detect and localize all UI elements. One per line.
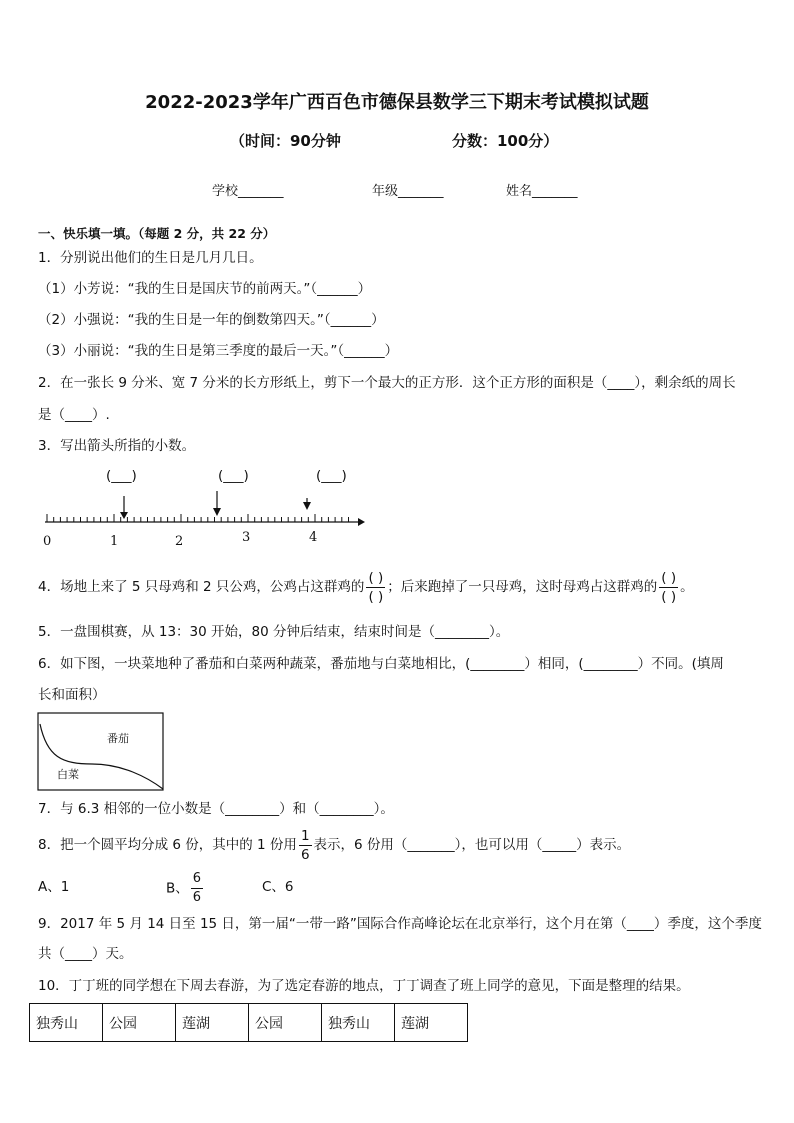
q9-line2: 共（____）天。 <box>38 946 133 962</box>
q4-part2: ；后来跑掉了一只母鸡，这时母鸡占这群鸡的 <box>387 579 658 595</box>
pointer-arrow-3 <box>303 498 311 510</box>
q8-part1: 8．把一个圆平均分成 6 份，其中的 1 份用 <box>38 837 297 853</box>
q3-blank-3: (___) <box>316 468 347 484</box>
tick-label-0: 0 <box>43 534 52 549</box>
label-cabbage: 白菜 <box>57 768 79 781</box>
q1-stem: 1．分别说出他们的生日是几月几日。 <box>38 250 263 266</box>
q8-fraction: $\frac{1}{6}$ <box>300 827 310 863</box>
table-cell: 公园 <box>249 1004 322 1042</box>
table-cell: 莲湖 <box>176 1004 249 1042</box>
q6-line2: 长和面积） <box>38 687 106 703</box>
q7: 7．与 6.3 相邻的一位小数是（________）和（________）。 <box>38 801 394 817</box>
q9-line1: 9．2017 年 5 月 14 日至 15 日，第一届“一带一路”国际合作高峰论坛在北京举行，这个月在第（____）季度，这个季度 <box>38 916 762 932</box>
q4-line <box>38 568 694 606</box>
q4-fraction-1: $\frac{( )}{( )}$ <box>368 569 384 605</box>
pointer-arrow-1 <box>120 496 128 519</box>
q2-line2: 是（____）. <box>38 407 110 423</box>
q1-sub3: （3）小丽说：“我的生日是第三季度的最后一天。”（______） <box>38 343 399 359</box>
tick-label-4: 4 <box>309 530 318 545</box>
q6-line1: 6．如下图，一块菜地种了番茄和白菜两种蔬菜，番茄地与白菜地相比，(________）相同，(________）不同。(填周 <box>38 656 724 672</box>
q5: 5．一盘围棋赛，从 13：30 开始，80 分钟后结束，结束时间是（________）。 <box>38 624 510 640</box>
label-tomato: 番茄 <box>107 732 129 745</box>
q4-fraction-2: $\frac{( )}{( )}$ <box>661 569 677 605</box>
q1-sub2: （2）小强说：“我的生日是一年的倒数第四天。”（______） <box>38 312 385 328</box>
school-field: 学校_______ <box>212 184 284 199</box>
number-line <box>40 488 370 554</box>
table-cell: 独秀山 <box>322 1004 395 1042</box>
q10-stem: 10．丁丁班的同学想在下周去春游，为了选定春游的地点，丁丁调查了班上同学的意见，下面是整理的结果。 <box>38 978 690 994</box>
table-row <box>30 1004 468 1042</box>
tick-label-3: 3 <box>242 530 251 545</box>
q8-option-b: B、 $\frac{6}{6}$ <box>166 871 202 905</box>
q4-part1: 4．场地上来了 5 只母鸡和 2 只公鸡，公鸡占这群鸡的 <box>38 579 365 595</box>
q8-option-c: C、6 <box>262 879 294 895</box>
q8-option-a: A、1 <box>38 879 70 895</box>
q2-line1: 2．在一张长 9 分米、宽 7 分米的长方形纸上，剪下一个最大的正方形．这个正方形的面积是（____），剩余纸的周长 <box>38 375 736 391</box>
survey-table <box>29 1003 468 1042</box>
page-title: 2022-2023学年广西百色市德保县数学三下期末考试模拟试题 <box>145 92 649 113</box>
q4-part3: 。 <box>680 579 694 595</box>
q8-part2: 表示，6 份用（_______），也可以用（_____）表示。 <box>313 837 631 853</box>
table-cell: 公园 <box>103 1004 176 1042</box>
score-label: 分数：100分） <box>452 132 559 150</box>
table-cell: 莲湖 <box>395 1004 468 1042</box>
grade-field: 年级_______ <box>372 184 444 199</box>
time-label: （时间：90分钟 <box>230 132 341 150</box>
pointer-arrow-2 <box>213 491 221 516</box>
table-cell: 独秀山 <box>30 1004 103 1042</box>
q3-blank-2: (___) <box>218 468 249 484</box>
name-field: 姓名_______ <box>506 184 578 199</box>
q3-blank-1: (___) <box>106 468 137 484</box>
q1-sub1: （1）小芳说：“我的生日是国庆节的前两天。”（______） <box>38 281 372 297</box>
q8-line <box>38 826 630 864</box>
q3-stem: 3．写出箭头所指的小数。 <box>38 438 196 454</box>
tick-label-2: 2 <box>175 534 184 549</box>
tick-label-1: 1 <box>110 534 119 549</box>
section-heading: 一、快乐填一填。（每题 2 分，共 22 分） <box>38 226 276 241</box>
